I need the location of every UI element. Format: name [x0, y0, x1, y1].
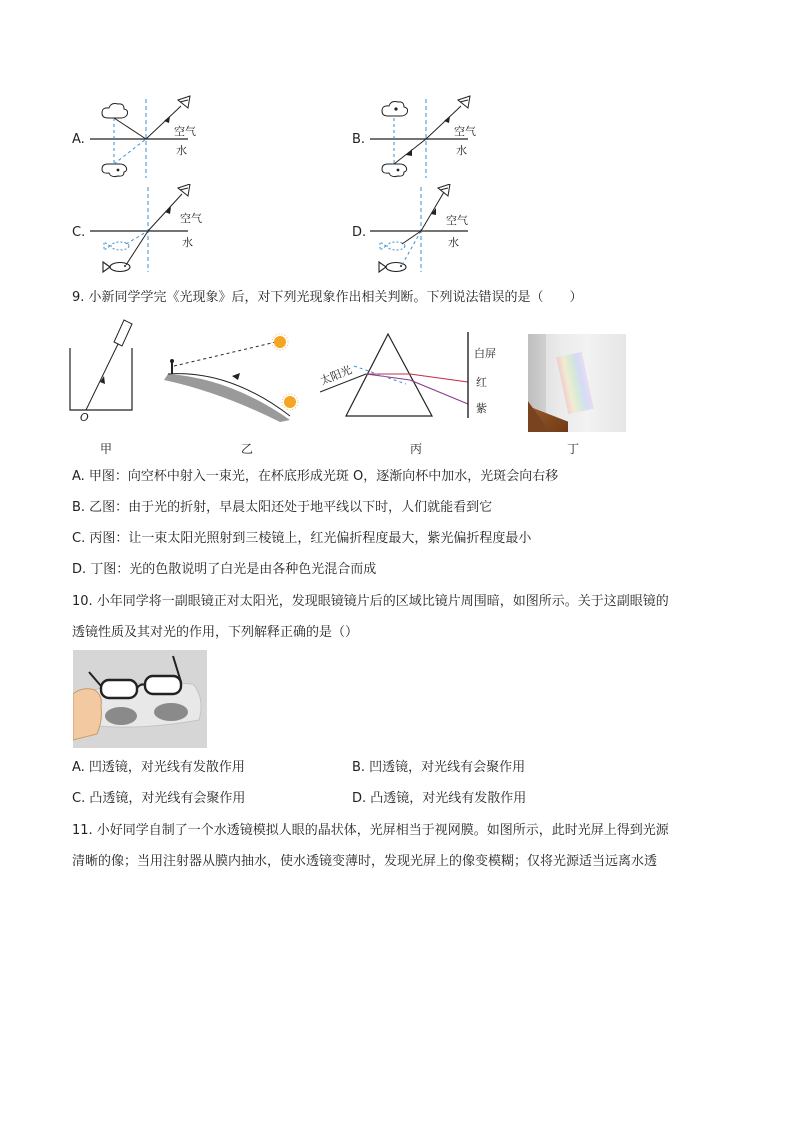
q9-fig-label-yi: 乙 — [241, 442, 254, 456]
cloud-icon — [382, 102, 408, 117]
fish-icon — [103, 262, 130, 272]
red-label: 红 — [476, 376, 487, 389]
q8-option-d-diagram — [366, 184, 496, 276]
fish-image-icon — [380, 242, 405, 250]
screen-label: 白屏 — [474, 347, 496, 360]
q9-option-b: B. 乙图：由于光的折射，早晨太阳还处于地平线以下时，人们就能看到它 — [72, 500, 493, 515]
q8-option-a-diagram — [86, 94, 216, 182]
q8-option-b-water-label: 水 — [456, 144, 467, 157]
q11-line1: 11. 小好同学自制了一个水透镜模拟人眼的晶状体，光屏相当于视网膜。如图所示，此时光屏上得到光源 — [72, 823, 669, 838]
q9-fig-label-bing: 丙 — [410, 442, 423, 456]
q8-option-a-water-label: 水 — [176, 144, 187, 157]
q8-option-d-letter: D. — [352, 225, 367, 240]
person-icon — [170, 359, 174, 374]
q10-stem-line1: 10. 小年同学将一副眼镜正对太阳光，发现眼镜镜片后的区域比镜片周围暗，如图所示。关于这副眼镜的 — [72, 594, 669, 609]
q10-glasses-figure — [73, 650, 207, 748]
fish-icon — [379, 262, 406, 272]
q8-option-c-letter: C. — [72, 225, 86, 240]
cloud-icon — [102, 104, 128, 119]
q9-fig-label-ding: 丁 — [567, 442, 580, 456]
q11-line2: 清晰的像；当用注射器从膜内抽水，使水透镜变薄时，发现光屏上的像变模糊；仅将光源适当远离水透 — [72, 854, 658, 869]
eye-icon — [458, 96, 470, 108]
q8-option-a-letter: A. — [72, 132, 85, 147]
q10-option-d: D. 凸透镜，对光线有发散作用 — [352, 791, 527, 806]
q8-option-b-letter: B. — [352, 132, 366, 147]
q9-stem: 9. 小新同学学完《光现象》后，对下列光现象作出相关判断。下列说法错误的是（ ） — [72, 290, 583, 305]
q8-option-d-water-label: 水 — [448, 236, 459, 249]
q9-fig-label-jia: 甲 — [100, 442, 113, 456]
eye-icon — [178, 184, 190, 196]
q9-figure-bing — [318, 330, 504, 420]
cloud-reflection-icon — [102, 164, 127, 177]
q10-option-c: C. 凸透镜，对光线有会聚作用 — [72, 791, 246, 806]
violet-label: 紫 — [476, 402, 487, 415]
q8-option-b-diagram — [366, 94, 496, 182]
q10-option-b: B. 凹透镜，对光线有会聚作用 — [352, 760, 526, 775]
q10-stem-line2: 透镜性质及其对光的作用，下列解释正确的是（） — [72, 625, 359, 640]
q10-option-a: A. 凹透镜，对光线有发散作用 — [72, 760, 245, 775]
sun-icon — [282, 394, 298, 410]
q9-option-a: A. 甲图：向空杯中射入一束光，在杯底形成光斑 O，逐渐向杯中加水，光斑会向右移 — [72, 469, 559, 484]
cloud-reflection-icon — [382, 164, 407, 177]
q9-figure-yi — [160, 328, 300, 424]
hand-icon — [73, 689, 102, 740]
q9-option-d: D. 丁图：光的色散说明了白光是由各种色光混合而成 — [72, 562, 377, 577]
laser-pointer-icon — [114, 320, 132, 346]
fish-image-icon — [104, 242, 129, 250]
q8-option-c-water-label: 水 — [182, 236, 193, 249]
q8-option-c-diagram — [86, 184, 216, 276]
q9-figure-ding-photo — [528, 334, 626, 432]
q8-option-d-air-label: 空气 — [446, 214, 468, 227]
point-o-label: O — [80, 411, 89, 424]
eye-icon — [438, 184, 450, 196]
q8-option-b-air-label: 空气 — [454, 125, 476, 138]
q9-figure-jia — [66, 318, 142, 424]
q8-option-c-air-label: 空气 — [180, 212, 202, 225]
sun-icon — [272, 334, 288, 350]
eye-icon — [178, 96, 190, 108]
q8-option-a-air-label: 空气 — [174, 125, 196, 138]
sunlight-label: 太阳光 — [318, 363, 354, 388]
q9-option-c: C. 丙图：让一束太阳光照射到三棱镜上，红光偏折程度最大，紫光偏折程度最小 — [72, 531, 532, 546]
